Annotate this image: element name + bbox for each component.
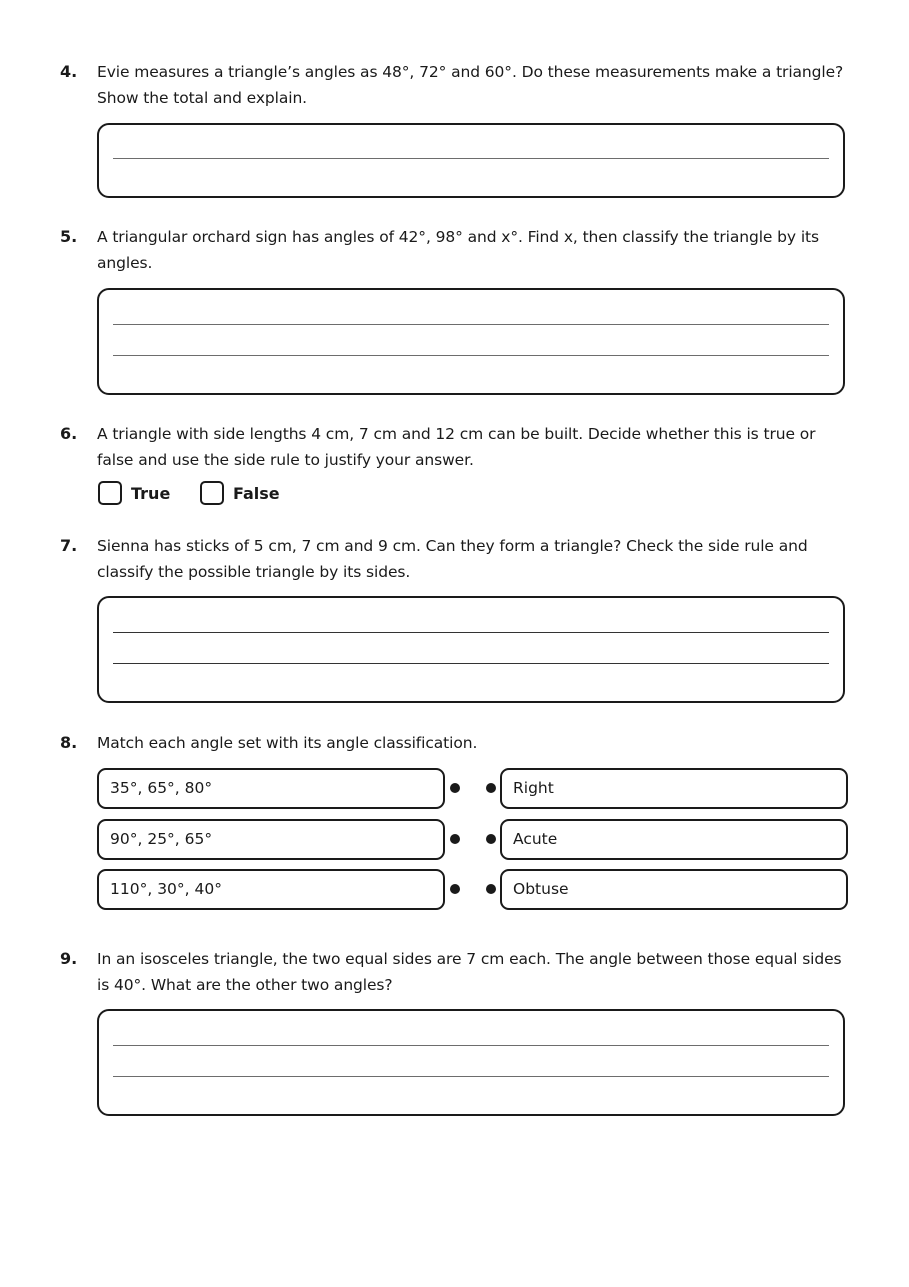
answer-line [113,632,829,633]
match-dot-left-1[interactable] [450,783,460,793]
answer-box-q9[interactable] [97,1009,845,1116]
match-dot-right-3[interactable] [486,884,496,894]
question-text-line: Show the total and explain. [97,89,308,107]
question-number: 9. [60,949,78,968]
angle-set-2[interactable]: 90°, 25°, 65° [97,819,445,860]
question-text-line: is 40°. What are the other two angles? [97,976,393,994]
answer-box-q5[interactable] [97,288,845,395]
question-number: 6. [60,424,78,443]
classification-3[interactable]: Obtuse [500,869,848,910]
question-text [97,59,847,111]
question-number: 7. [60,536,78,555]
question-text-line: classify the possible triangle by its sides. [97,563,411,581]
match-dot-left-3[interactable] [450,884,460,894]
false-label: False [233,484,280,503]
question-number: 5. [60,227,78,246]
answer-line [113,663,829,664]
question-text-line: Match each angle set with its angle classification. [97,734,478,752]
match-dot-right-2[interactable] [486,834,496,844]
match-dot-left-2[interactable] [450,834,460,844]
answer-line [113,158,829,159]
answer-line [113,324,829,325]
angle-set-1[interactable]: 35°, 65°, 80° [97,768,445,809]
question-number: 8. [60,733,78,752]
classification-2[interactable]: Acute [500,819,848,860]
question-number: 4. [60,62,78,81]
angle-set-3[interactable]: 110°, 30°, 40° [97,869,445,910]
true-checkbox[interactable] [98,481,122,505]
classification-1[interactable]: Right [500,768,848,809]
question-text [97,533,847,585]
question-text [97,224,847,276]
answer-line [113,355,829,356]
question-text-line: false and use the side rule to justify your answer. [97,451,474,469]
question-text-line: A triangular orchard sign has angles of 42°, 98° and x°. Find x, then classify the triangle by its [97,228,819,246]
answer-line [113,1076,829,1077]
question-text-line: In an isosceles triangle, the two equal sides are 7 cm each. The angle between those equal sides [97,950,842,968]
question-text-line: A triangle with side lengths 4 cm, 7 cm and 12 cm can be built. Decide whether this is true or [97,425,816,443]
answer-line [113,1045,829,1046]
answer-box-q4[interactable] [97,123,845,198]
question-text-line: Evie measures a triangle’s angles as 48°, 72° and 60°. Do these measurements make a triangle? [97,63,844,81]
false-checkbox[interactable] [200,481,224,505]
question-text-line: Sienna has sticks of 5 cm, 7 cm and 9 cm. Can they form a triangle? Check the side rule and [97,537,808,555]
question-text-line: angles. [97,254,153,272]
question-text [97,946,847,998]
answer-box-q7[interactable] [97,596,845,703]
match-dot-right-1[interactable] [486,783,496,793]
question-text [97,730,847,756]
question-text [97,421,847,473]
true-label: True [131,484,171,503]
